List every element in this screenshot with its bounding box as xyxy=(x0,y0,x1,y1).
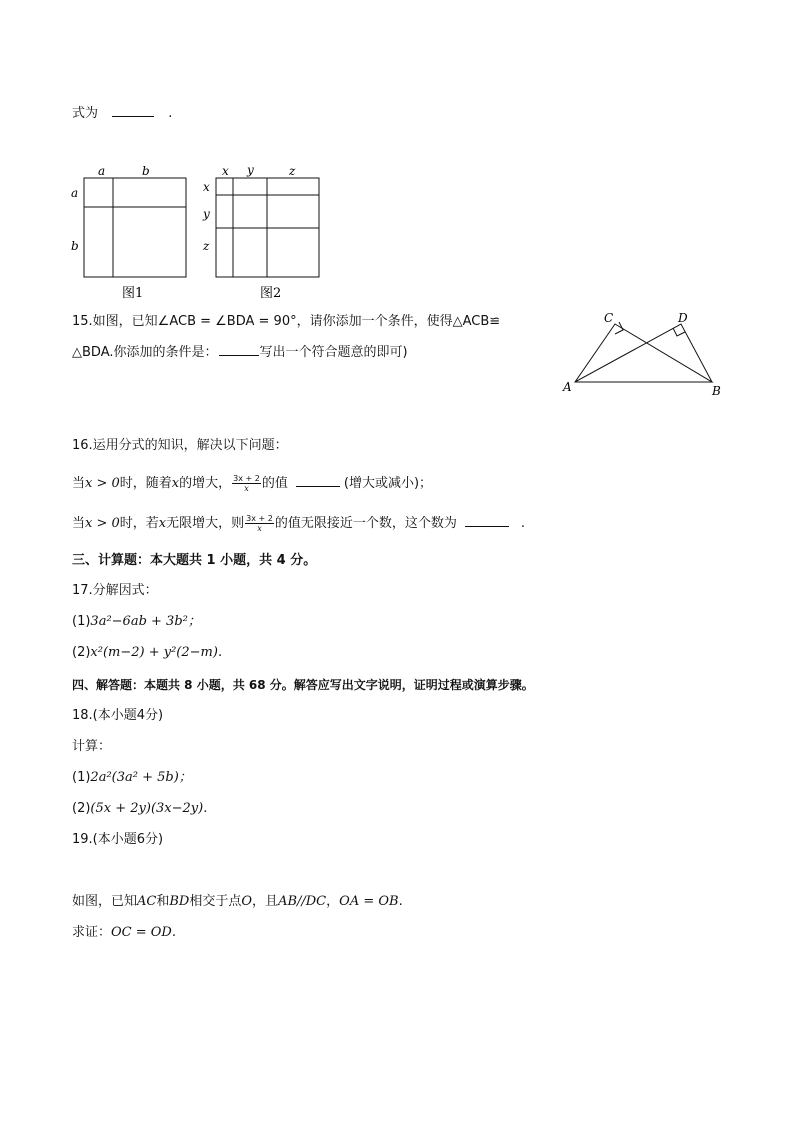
q19-line-1 xyxy=(72,893,403,911)
q19-l1-i: ， xyxy=(326,894,340,909)
q18-p1-expr: 2a²(3a² + 5b)； xyxy=(90,770,192,785)
q19-l1-k: . xyxy=(398,894,403,909)
q16-l2-b: x > 0 xyxy=(85,516,120,531)
triangle-acb xyxy=(575,324,712,382)
q14-suffix: . xyxy=(168,106,173,121)
q16-fraction-2-den: x xyxy=(257,524,262,533)
q15-line-2 xyxy=(72,343,408,362)
q18-part-2 xyxy=(72,800,207,818)
q19-l1-d: BD xyxy=(169,894,190,909)
fig1-caption: 图1 xyxy=(122,286,144,301)
q16-blank-2[interactable] xyxy=(465,514,509,527)
q16-fraction-1-num: 3x + 2 xyxy=(233,474,260,483)
fig2-top-label-y: y xyxy=(247,163,254,177)
q15-line-2-a: △BDA.你添加的条件是： xyxy=(72,345,218,360)
q19-l1-c: 和 xyxy=(156,894,170,909)
q16-l2-a: 当 xyxy=(72,516,86,531)
q19-l2-a: 求证： xyxy=(72,925,112,940)
q16-intro: 16.运用分式的知识，解决以下问题： xyxy=(72,438,288,453)
fig2-caption: 图2 xyxy=(260,286,282,301)
fig2-top-label-x: x xyxy=(222,164,229,178)
q16-l1-a: 当 xyxy=(72,476,86,491)
q18-sub: 计算： xyxy=(72,739,112,754)
q14-answer-line xyxy=(72,104,172,123)
q16-l1-d: x xyxy=(171,476,180,491)
q16-l1-g: (增大或减小)； xyxy=(343,476,433,491)
q16-l1-e: 的增大， xyxy=(179,476,232,491)
q14-blank[interactable] xyxy=(112,104,154,117)
q16-l2-g: . xyxy=(520,516,526,531)
fig2-side-label-y: y xyxy=(203,207,210,221)
q19-l1-e: 相交于点 xyxy=(189,894,242,909)
fig2-side-label-z: z xyxy=(203,239,210,253)
right-angle-mark-d xyxy=(673,328,685,336)
q17-p1-label: (1) xyxy=(72,614,91,629)
q16-fraction-2 xyxy=(245,514,274,533)
q19-l1-f: O xyxy=(241,894,253,909)
q18-title: 18.(本小题4分) xyxy=(72,708,164,723)
point-b-label: B xyxy=(712,384,721,398)
q19-l1-g: ，且 xyxy=(252,894,279,909)
q18-p2-expr: (5x + 2y)(3x−2y). xyxy=(90,801,208,816)
q19-l1-b: AC xyxy=(137,894,157,909)
q15-line-1: 15.如图，已知∠ACB = ∠BDA = 90°，请你添加一个条件，使得△ACB≌ xyxy=(72,314,501,329)
q16-l1-b: x > 0 xyxy=(85,476,120,491)
q17-part-1 xyxy=(72,613,201,631)
q18-part-1 xyxy=(72,769,192,787)
q19-l1-j: OA = OB xyxy=(339,894,399,909)
section-3-heading: 三、计算题：本大题共 1 小题，共 4 分。 xyxy=(72,553,317,568)
fig1-outer-square xyxy=(84,178,186,277)
q17-p1-expr: 3a²−6ab + 3b²； xyxy=(90,614,201,629)
q16-l2-d: x xyxy=(158,516,167,531)
q16-line-2 xyxy=(72,514,525,533)
q17-part-2 xyxy=(72,644,222,662)
q15-blank[interactable] xyxy=(219,343,259,356)
q16-line-1 xyxy=(72,474,432,493)
fig1-top-label-a: a xyxy=(98,164,106,178)
q19-line-2 xyxy=(72,924,176,942)
fig1-top-label-b: b xyxy=(142,164,150,178)
q16-l2-e: 无限增大，则 xyxy=(166,516,245,531)
q19-l2-b: OC = OD xyxy=(111,925,172,940)
figure-1 xyxy=(66,162,196,302)
q16-l2-f: 的值无限接近一个数，这个数为 xyxy=(274,516,457,531)
point-d-label: D xyxy=(678,311,688,325)
fig2-top-label-z: z xyxy=(289,164,296,178)
q16-l1-c: 时，随着 xyxy=(119,476,172,491)
section-4-heading: 四、解答题：本题共 8 小题，共 68 分。解答应写出文字说明，证明过程或演算步骤。 xyxy=(72,678,534,692)
q17-title: 17.分解因式： xyxy=(72,583,158,598)
q19-l2-c: . xyxy=(171,925,176,940)
q14-prefix: 式为 xyxy=(72,106,99,121)
q16-l1-f: 的值 xyxy=(261,476,288,491)
q18-p2-label: (2) xyxy=(72,801,91,816)
q18-p1-label: (1) xyxy=(72,770,91,785)
fig1-side-label-a: a xyxy=(71,186,79,200)
fig1-side-label-b: b xyxy=(71,239,79,253)
right-angle-mark-c xyxy=(615,322,623,334)
q15-line-2-b: 写出一个符合题意的即可) xyxy=(259,345,408,360)
q19-l1-h: AB//DC xyxy=(278,894,327,909)
q17-p2-label: (2) xyxy=(72,645,91,660)
q16-fraction-1 xyxy=(232,474,261,493)
q16-fraction-1-den: x xyxy=(244,484,249,493)
q16-l2-c: 时，若 xyxy=(119,516,159,531)
figure-2 xyxy=(200,162,330,302)
q19-l1-a: 如图，已知 xyxy=(72,894,138,909)
fig2-side-label-x: x xyxy=(203,180,210,194)
q19-title: 19.(本小题6分) xyxy=(72,832,164,847)
point-a-label: A xyxy=(563,380,572,394)
q16-fraction-2-num: 3x + 2 xyxy=(246,514,273,523)
q16-blank-1[interactable] xyxy=(296,474,340,487)
q17-p2-expr: x²(m−2) + y²(2−m). xyxy=(90,645,223,660)
point-c-label: C xyxy=(604,311,614,325)
triangle-figure xyxy=(560,310,730,400)
